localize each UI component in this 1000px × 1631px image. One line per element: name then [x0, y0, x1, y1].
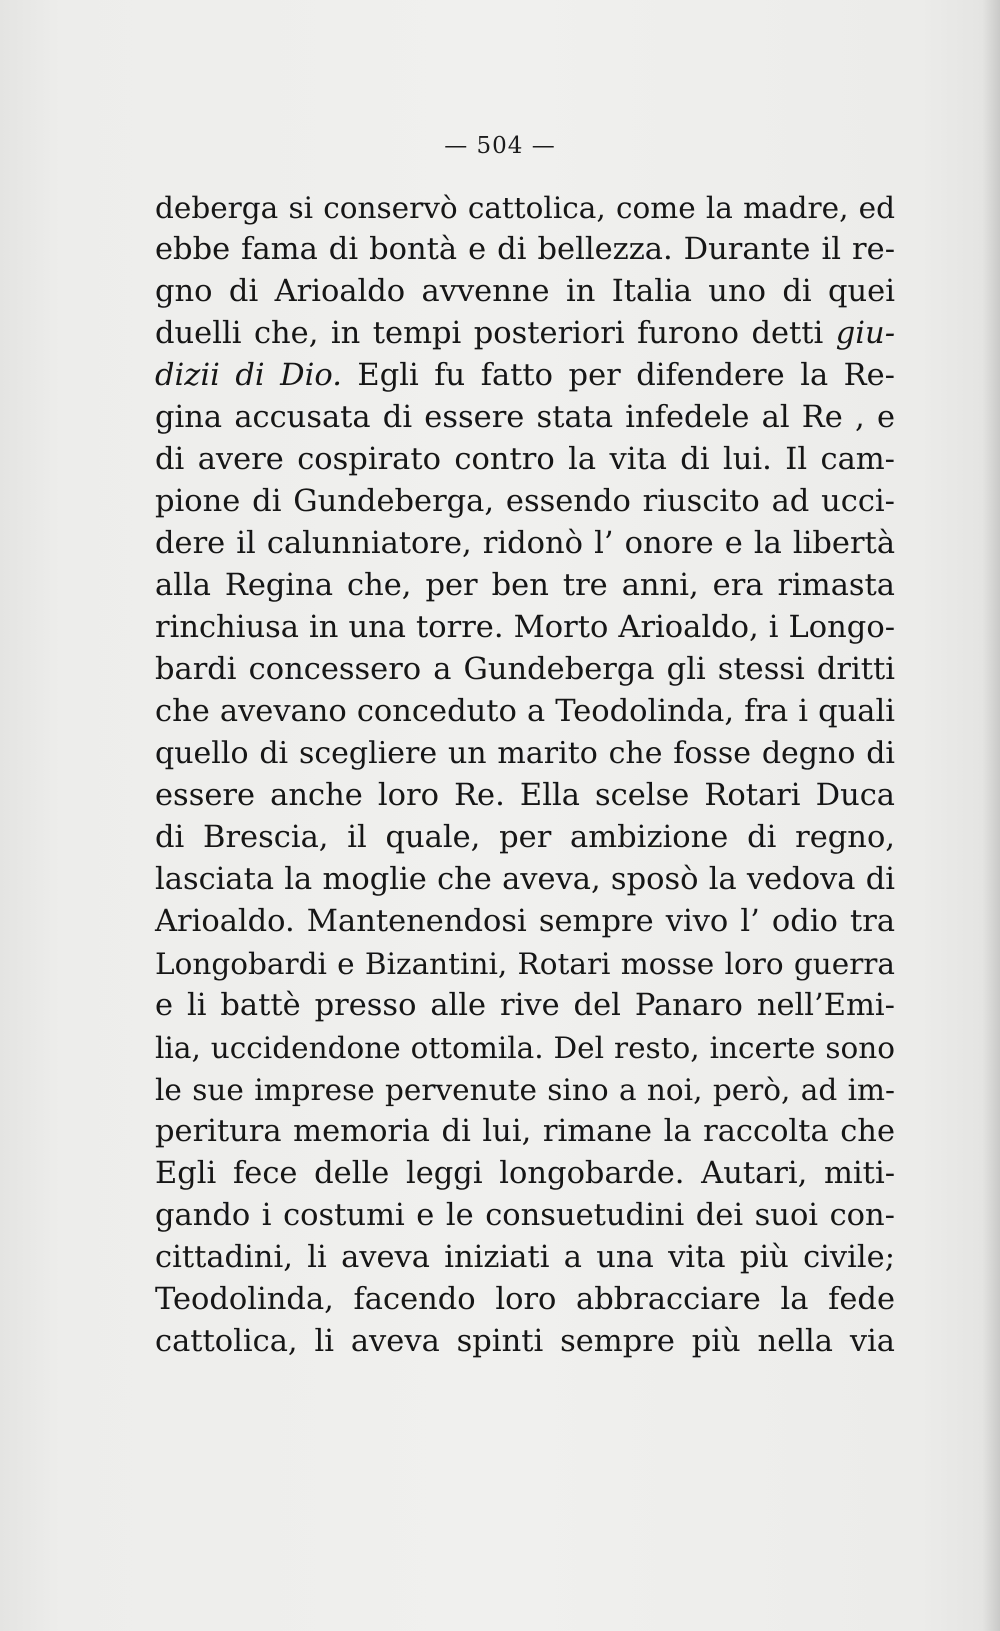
- text-line-4-roman: duelli che, in tempi posteriori furono detti: [155, 316, 836, 351]
- text-line-22: le sue imprese pervenute sino a noi, però, ad im-: [155, 1073, 895, 1107]
- text-line-6: gina accusata di essere stata infedele al Re , e: [155, 400, 895, 435]
- text-line-26: cittadini, li aveva iniziati a una vita più civile;: [155, 1240, 895, 1275]
- text-line-3: gno di Arioaldo avvenne in Italia uno di quei: [155, 274, 895, 309]
- text-line-9: dere il calunniatore, ridonò l’ onore e la libertà: [155, 526, 895, 561]
- text-line-17: lasciata la moglie che aveva, sposò la vedova di: [155, 862, 895, 897]
- text-line-10: alla Regina che, per ben tre anni, era rimasta: [155, 568, 895, 603]
- text-line-11: rinchiusa in una torre. Morto Arioaldo, i Longo-: [155, 610, 895, 645]
- text-line-2: ebbe fama di bontà e di bellezza. Durante il re-: [155, 232, 895, 267]
- body-text: [155, 187, 895, 1363]
- text-line-23: peritura memoria di lui, rimane la raccolta che: [155, 1114, 895, 1149]
- text-line-27: Teodolinda, facendo loro abbracciare la fede: [155, 1282, 895, 1317]
- text-line-14: quello di scegliere un marito che fosse degno di: [155, 736, 895, 771]
- text-line-4: [155, 313, 895, 355]
- text-line-1: deberga si conservò cattolica, come la madre, ed: [155, 191, 895, 225]
- text-line-18: Arioaldo. Mantenendosi sempre vivo l’ odio tra: [155, 904, 895, 939]
- text-line-19: Longobardi e Bizantini, Rotari mosse loro guerra: [155, 947, 895, 981]
- text-line-20: e li battè presso alle rive del Panaro nell’Emi-: [155, 988, 895, 1023]
- text-line-5: [155, 355, 895, 397]
- text-line-12: bardi concessero a Gundeberga gli stessi dritti: [155, 652, 895, 687]
- text-line-8: pione di Gundeberga, essendo riuscito ad ucci-: [155, 484, 895, 519]
- text-line-28: cattolica, li aveva spinti sempre più nella via: [155, 1324, 895, 1359]
- page-gutter-shadow: [982, 0, 1000, 1631]
- page-number: — 504 —: [444, 133, 556, 159]
- text-line-4-italic: giu-: [835, 316, 895, 351]
- text-line-7: di avere cospirato contro la vita di lui. Il cam-: [155, 442, 895, 477]
- text-line-16: di Brescia, il quale, per ambizione di regno,: [155, 820, 895, 855]
- text-line-21: lia, uccidendone ottomila. Del resto, incerte sono: [155, 1031, 895, 1065]
- text-line-15: essere anche loro Re. Ella scelse Rotari Duca: [155, 778, 895, 813]
- text-line-5-italic: dizii di Dio.: [155, 358, 342, 393]
- text-line-25: gando i costumi e le consuetudini dei suoi con-: [155, 1198, 895, 1233]
- text-line-24: Egli fece delle leggi longobarde. Autari, miti-: [155, 1156, 895, 1191]
- text-line-5-roman: Egli fu fatto per difendere la Re-: [341, 358, 895, 393]
- text-line-13: che avevano conceduto a Teodolinda, fra i quali: [155, 694, 895, 729]
